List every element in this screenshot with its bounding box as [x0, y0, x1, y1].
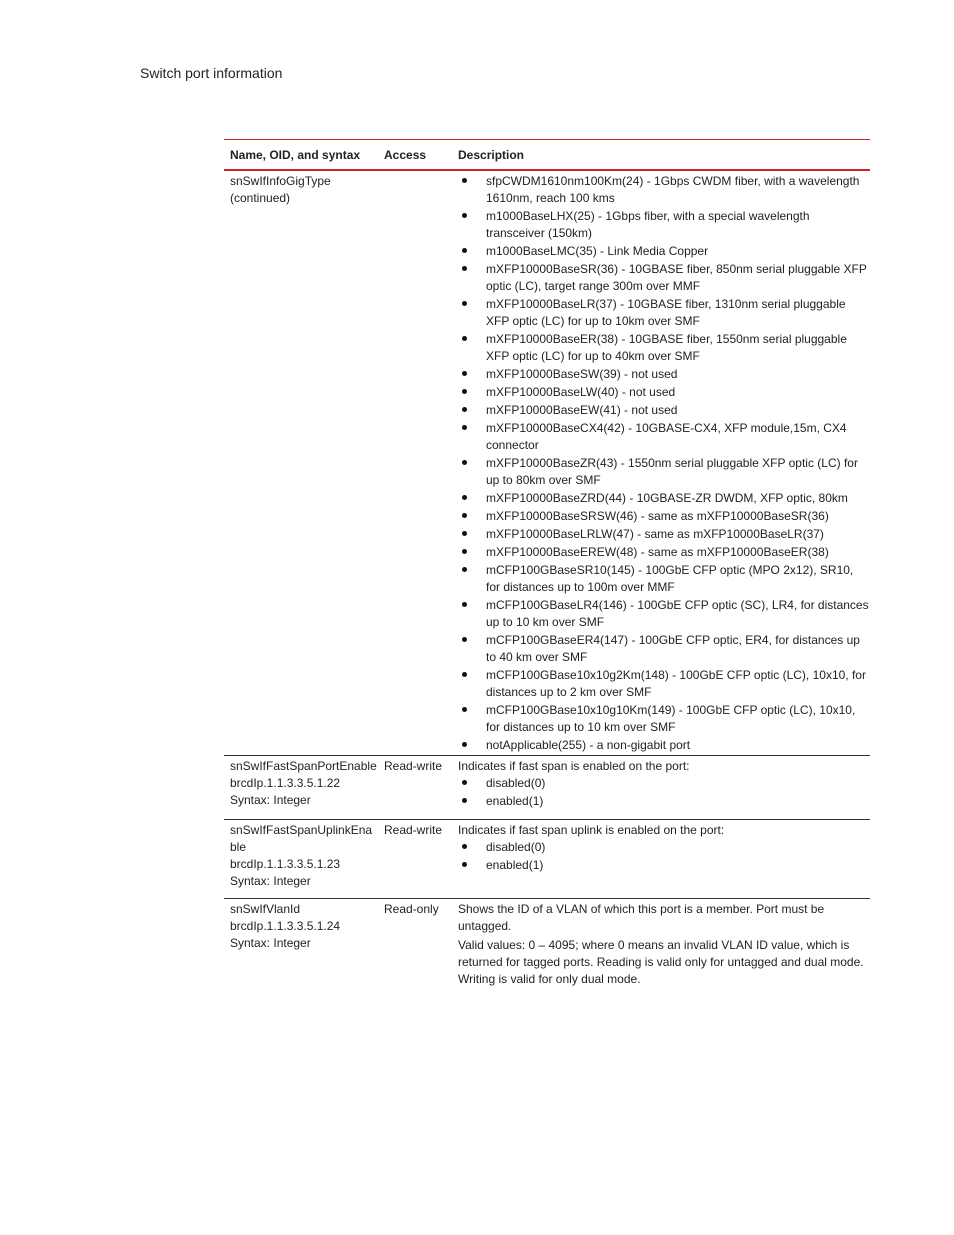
list-item: mXFP10000BaseEREW(48) - same as mXFP10000BaseER(38) [458, 544, 870, 561]
cell-name [224, 756, 378, 811]
table-row [224, 899, 870, 998]
table-row [224, 820, 870, 899]
list-item: sfpCWDM1610nm100Km(24) - 1Gbps CWDM fiber, with a wavelength 1610nm, reach 100 kms [458, 173, 870, 207]
value-list [458, 775, 870, 810]
name-line: Syntax: Integer [230, 936, 311, 950]
name-line: brcdIp.1.1.3.3.5.1.22 [230, 776, 341, 790]
name-line: brcdIp.1.1.3.3.5.1.24 [230, 919, 341, 933]
list-item: enabled(1) [458, 793, 870, 810]
name-line: snSwIfFastSpanPortEnable [230, 759, 377, 773]
list-item: disabled(0) [458, 839, 870, 856]
cell-name [224, 820, 378, 890]
list-item: m1000BaseLMC(35) - Link Media Copper [458, 243, 870, 260]
name-line: snSwIfInfoGigType [230, 174, 331, 188]
description-paragraph: Shows the ID of a VLAN of which this port is a member. Port must be untagged. [458, 902, 825, 933]
list-item: mCFP100GBaseLR4(146) - 100GbE CFP optic (SC), LR4, for distances up to 10 km over SMF [458, 597, 870, 631]
column-header-access: Access [384, 147, 427, 162]
list-item: mXFP10000BaseZRD(44) - 10GBASE-ZR DWDM, XFP optic, 80km [458, 490, 870, 507]
cell-description [452, 899, 870, 990]
mib-table [224, 139, 870, 998]
name-line: snSwIfFastSpanUplinkEnable [230, 823, 373, 854]
list-item: mCFP100GBaseSR10(145) - 100GbE CFP optic (MPO 2x12), SR10, for distances up to 100m over MMF [458, 562, 870, 596]
list-item: enabled(1) [458, 857, 870, 874]
cell-access: Read-only [384, 902, 439, 916]
name-line: Syntax: Integer [230, 874, 311, 888]
list-item: mXFP10000BaseSR(36) - 10GBASE fiber, 850nm serial pluggable XFP optic (LC), target range 300m over MMF [458, 261, 870, 295]
description-intro: Indicates if fast span uplink is enabled on the port: [458, 823, 725, 837]
table-body [224, 171, 870, 998]
name-line: Syntax: Integer [230, 793, 311, 807]
column-header-description: Description [458, 147, 525, 162]
cell-name [224, 899, 378, 990]
name-line: (continued) [230, 191, 291, 205]
value-list [458, 173, 870, 754]
cell-description [452, 756, 870, 811]
list-item: mXFP10000BaseLW(40) - not used [458, 384, 870, 401]
table-header-row [224, 140, 870, 171]
table-row [224, 756, 870, 820]
description-intro: Indicates if fast span is enabled on the port: [458, 759, 690, 773]
list-item: mXFP10000BaseCX4(42) - 10GBASE-CX4, XFP module,15m, CX4 connector [458, 420, 870, 454]
list-item: mCFP100GBase10x10g10Km(149) - 100GbE CFP optic (LC), 10x10, for distances up to 10 km over SMF [458, 702, 870, 736]
name-line: brcdIp.1.1.3.3.5.1.23 [230, 857, 341, 871]
cell-name [224, 171, 378, 755]
cell-description [452, 820, 870, 890]
list-item: mXFP10000BaseEW(41) - not used [458, 402, 870, 419]
list-item: disabled(0) [458, 775, 870, 792]
page-header: Switch port information [140, 65, 283, 81]
cell-description [452, 171, 870, 755]
value-list [458, 839, 870, 874]
column-header-name: Name, OID, and syntax [230, 147, 361, 162]
list-item: mXFP10000BaseLR(37) - 10GBASE fiber, 1310nm serial pluggable XFP optic (LC) for up to 10km over SMF [458, 296, 870, 330]
list-item: notApplicable(255) - a non-gigabit port [458, 737, 870, 754]
description-paragraph: Valid values: 0 – 4095; where 0 means an invalid VLAN ID value, which is returned for tagged ports. Reading is valid only for untagged and dual mode. Writing is valid for only dual mode. [458, 938, 864, 986]
list-item: mXFP10000BaseZR(43) - 1550nm serial pluggable XFP optic (LC) for up to 80km over SMF [458, 455, 870, 489]
list-item: mCFP100GBase10x10g2Km(148) - 100GbE CFP optic (LC), 10x10, for distances up to 2 km over SMF [458, 667, 870, 701]
cell-access: Read-write [384, 823, 443, 837]
cell-access: Read-write [384, 759, 443, 773]
list-item: mXFP10000BaseSRSW(46) - same as mXFP10000BaseSR(36) [458, 508, 870, 525]
list-item: mXFP10000BaseLRLW(47) - same as mXFP10000BaseLR(37) [458, 526, 870, 543]
cell-access [378, 171, 452, 755]
table-row [224, 171, 870, 756]
name-line: snSwIfVlanId [230, 902, 301, 916]
list-item: mCFP100GBaseER4(147) - 100GbE CFP optic, ER4, for distances up to 40 km over SMF [458, 632, 870, 666]
list-item: mXFP10000BaseSW(39) - not used [458, 366, 870, 383]
list-item: mXFP10000BaseER(38) - 10GBASE fiber, 1550nm serial pluggable XFP optic (LC) for up to 40km over SMF [458, 331, 870, 365]
list-item: m1000BaseLHX(25) - 1Gbps fiber, with a special wavelength transceiver (150km) [458, 208, 870, 242]
